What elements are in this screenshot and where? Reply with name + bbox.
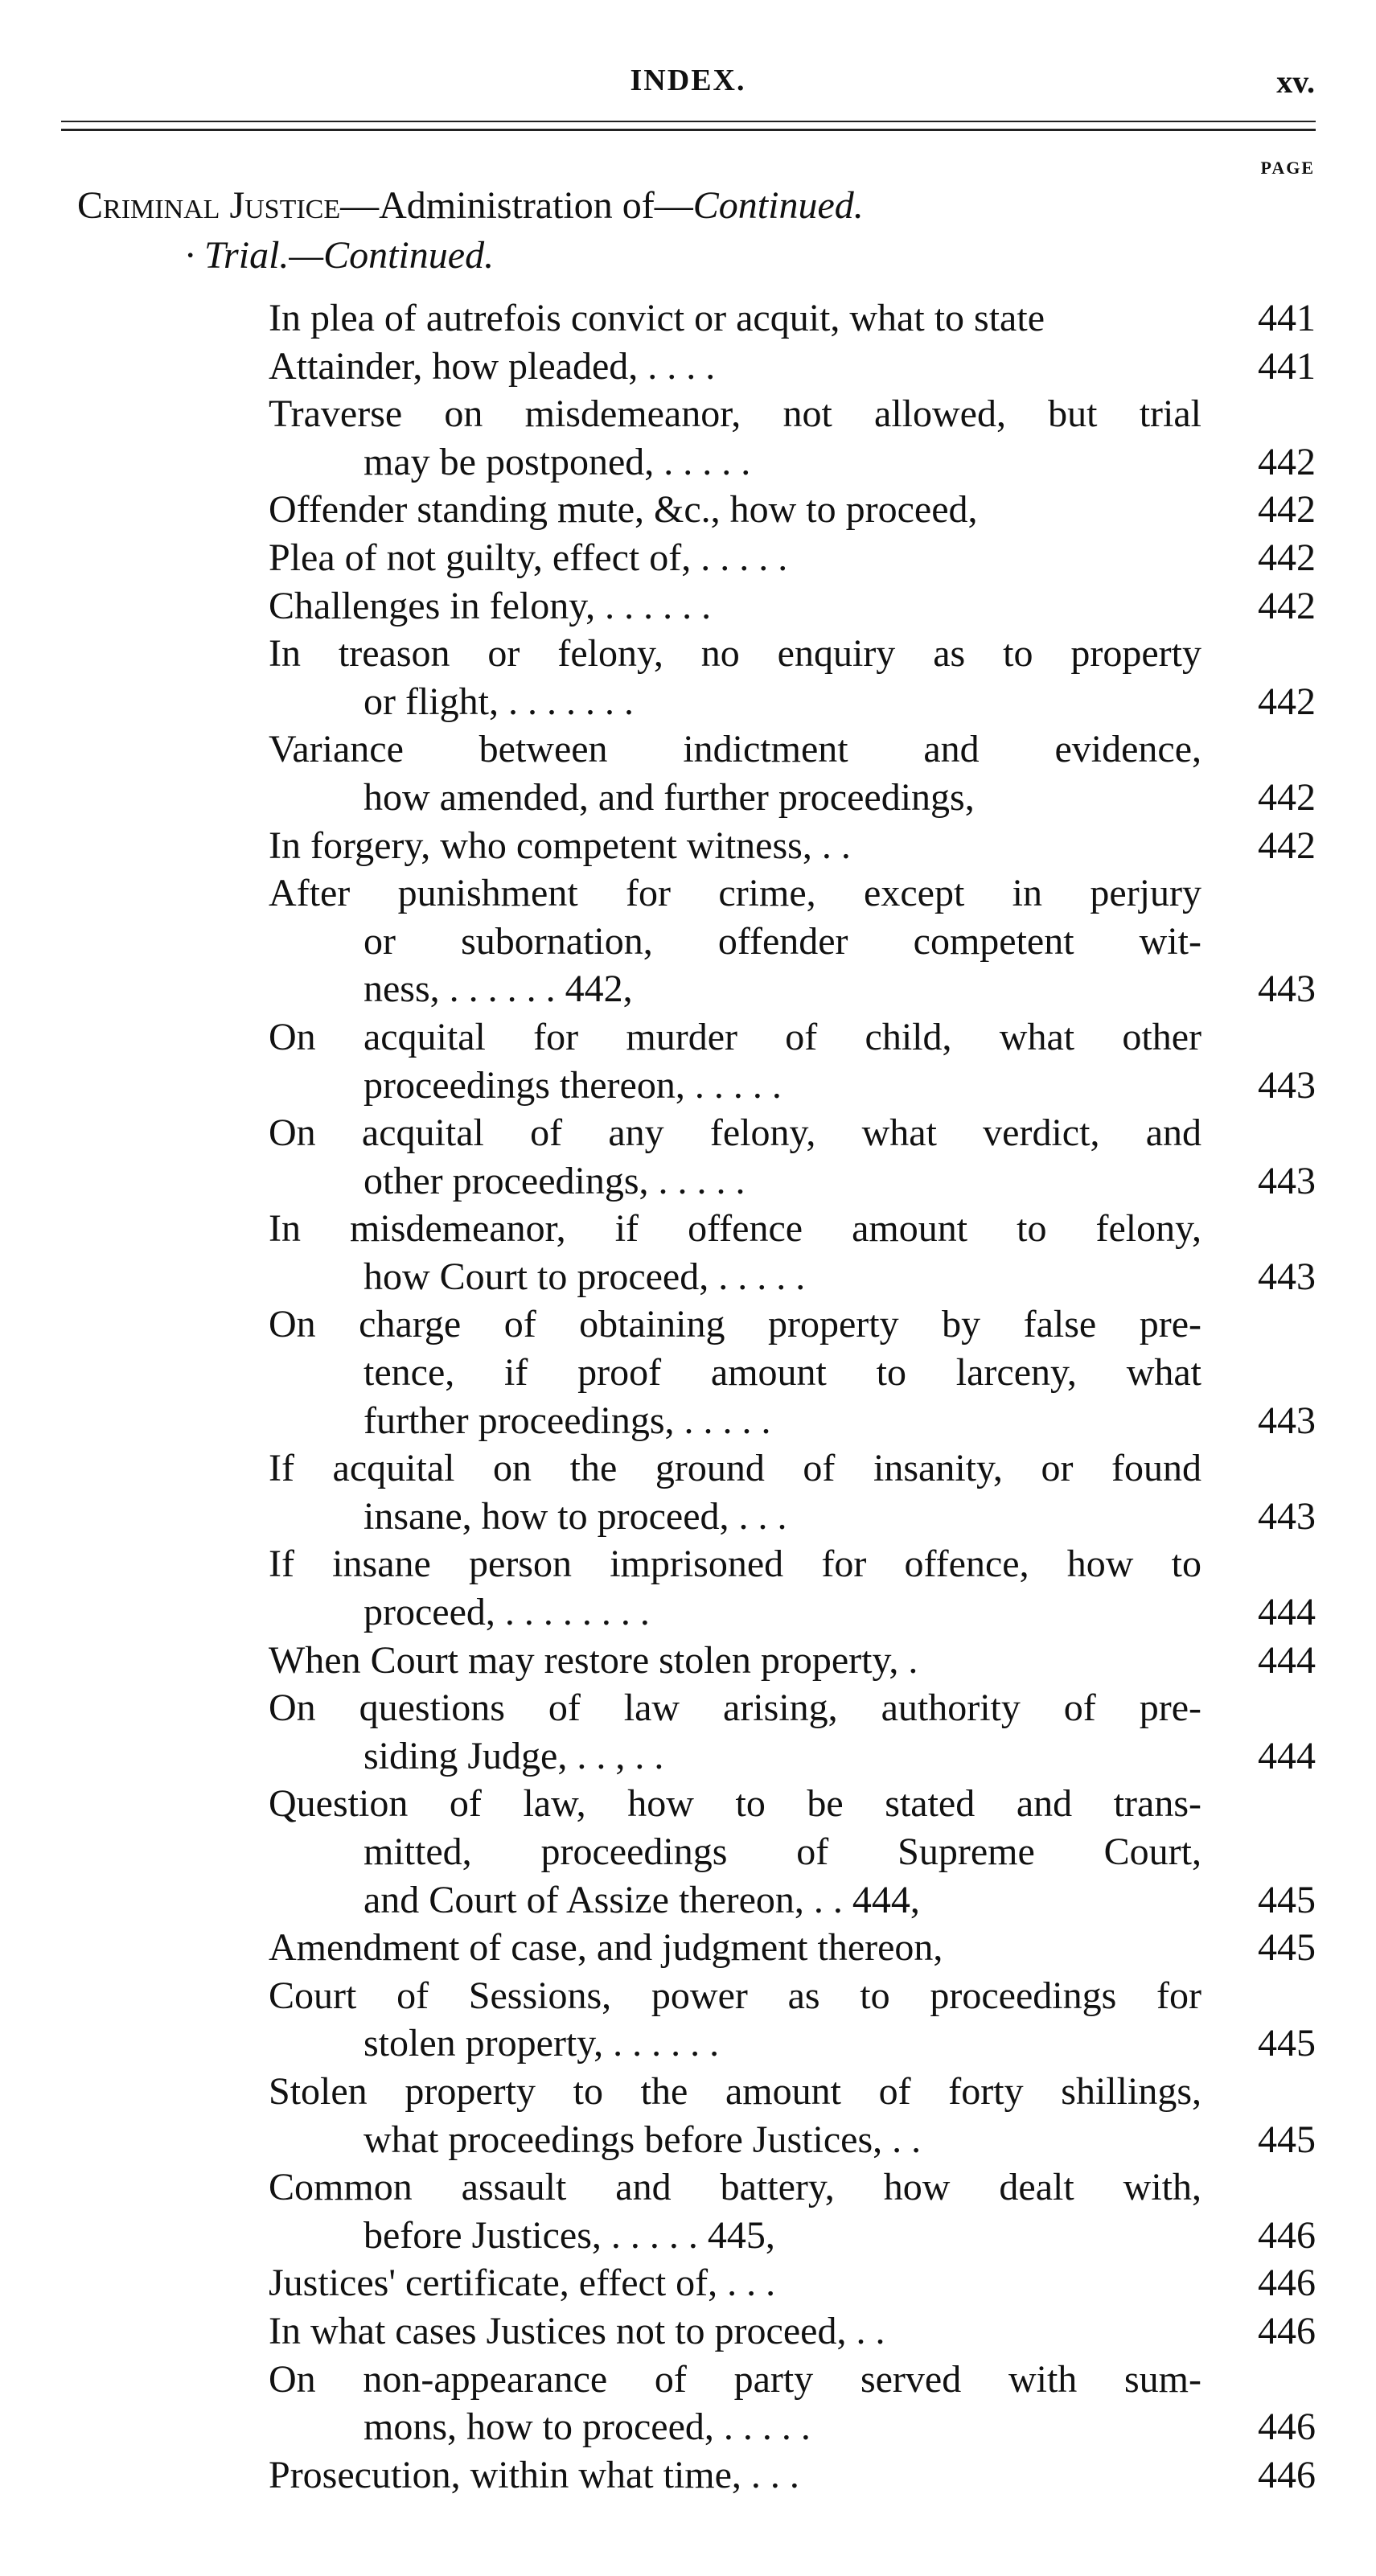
index-entry-line [269,1062,1316,1110]
index-entry [269,390,1316,486]
index-entry-line [269,1876,1316,1925]
index-entry-line [269,1157,1316,1206]
index-entry-text: In treason or felony, no enquiry as to property [269,632,1201,676]
index-entry-line [269,1924,1316,1972]
index-entry [269,1684,1316,1780]
index-entry-text: ness, . . . . . . 442, [364,968,633,1011]
section-title [77,183,864,228]
index-entry-page: 444 [1258,1591,1316,1634]
index-entry [269,2451,1316,2500]
index-entry-line [269,1493,1316,1541]
index-entry-page: 442 [1258,775,1316,819]
index-entry-line [269,725,1316,774]
page-number: xv. [1276,64,1315,100]
index-entry-page: 445 [1258,2022,1316,2065]
index-entry-text: proceed, . . . . . . . . [364,1591,650,1634]
index-entry [269,869,1316,1013]
index-entry [269,1780,1316,1924]
index-entry-text: mons, how to proceed, . . . . . [364,2405,811,2449]
index-entry-page: 442 [1258,824,1316,867]
index-entry-page: 441 [1258,344,1316,388]
index-entry-line [269,1637,1316,1685]
index-entry-text: Stolen property to the amount of forty shillings, [269,2069,1201,2113]
index-entry-line [269,1828,1316,1876]
index-entry-line [269,1205,1316,1253]
index-entry-line [269,774,1316,822]
index-entry [269,534,1316,582]
section-title-main: Criminal Justice [77,184,341,227]
index-entry [269,1972,1316,2068]
index-entry [269,486,1316,534]
index-entry [269,1924,1316,1972]
index-entry-text: In plea of autrefois convict or acquit, what to state [269,297,1045,339]
index-entry-line [269,1972,1316,2020]
index-entry-text: or subornation, offender competent wit- [364,919,1201,963]
index-entry [269,1109,1316,1205]
section-title-rest: —Administration of— [340,184,693,227]
index-entry-line [269,918,1316,966]
index-entry-line [269,2068,1316,2116]
index-entry-line [269,678,1316,726]
section-title-continued: Continued. [692,184,864,227]
index-entry-page: 443 [1258,968,1316,1011]
index-entry-text: proceedings thereon, . . . . . [364,1063,782,1107]
index-entry-text: On non-appearance of party served with sum- [269,2357,1201,2401]
index-entry-line [269,2116,1316,2164]
index-entry-page: 446 [1258,2453,1316,2496]
index-entry-line [269,294,1316,343]
index-entry [269,2307,1316,2356]
index-entry-line [269,1253,1316,1301]
index-entry-text: Common assault and battery, how dealt with, [269,2166,1201,2209]
index-entry-line [269,390,1316,438]
index-entry-page: 442 [1258,440,1316,483]
index-entry-line [269,438,1316,487]
index-entry-text: Plea of not guilty, effect of, . . . . . [269,536,788,579]
index-entry-line [269,2403,1316,2451]
index-entry-text: and Court of Assize thereon, . . 444, [364,1878,920,1921]
index-entry-page: 443 [1258,1255,1316,1298]
index-entry-text: other proceedings, . . . . . [364,1159,746,1202]
index-entry-text: mitted, proceedings of Supreme Court, [364,1830,1201,1873]
index-entry-page: 442 [1258,488,1316,532]
index-entry-text: Court of Sessions, power as to proceedings for [269,1974,1201,2017]
index-entry-line [269,2356,1316,2404]
index-entry-page: 442 [1258,584,1316,627]
index-entry [269,294,1316,343]
index-entry-page: 443 [1258,1399,1316,1442]
running-title: INDEX. [630,64,746,97]
index-entry [269,1205,1316,1300]
index-entry-line [269,965,1316,1013]
index-entry-line [269,630,1316,678]
index-entry-line [269,582,1316,631]
index-entry-line [269,1397,1316,1445]
index-entry-text: further proceedings, . . . . . [364,1399,771,1442]
index-entry-text: Traverse on misdemeanor, not allowed, but trial [269,392,1201,436]
index-entry-text: If insane person imprisoned for offence, how to [269,1543,1201,1586]
index-entry-text: In what cases Justices not to proceed, . . [269,2309,885,2352]
index-entry-text: In misdemeanor, if offence amount to felony, [269,1207,1201,1251]
index-entry-page: 443 [1258,1063,1316,1107]
index-entry-text: On acquital for murder of child, what other [269,1015,1201,1058]
index-entry-page: 445 [1258,1878,1316,1921]
index-entry-page: 445 [1258,1926,1316,1970]
index-entry-line [269,2019,1316,2068]
index-entry-line [269,1780,1316,1828]
index-entry-text: insane, how to proceed, . . . [364,1494,787,1538]
index-entry [269,1637,1316,1685]
index-entry-page: 444 [1258,1734,1316,1777]
index-entry-line [269,1588,1316,1637]
index-entry-page: 446 [1258,2262,1316,2305]
index-entry-line [269,343,1316,391]
index-entry-text: On charge of obtaining property by false pre- [269,1303,1201,1346]
index-entry [269,1444,1316,1540]
index-entry-line [269,1684,1316,1732]
index-entry [269,725,1316,821]
index-entry-text: Justices' certificate, effect of, . . . [269,2262,776,2305]
index-entry [269,343,1316,391]
index-entries [269,294,1316,2499]
page-header [0,63,1376,111]
index-entry-text: how Court to proceed, . . . . . [364,1255,806,1298]
index-entry-line [269,1732,1316,1781]
index-entry-text: before Justices, . . . . . 445, [364,2213,775,2257]
index-entry-line [269,1300,1316,1349]
index-entry-text: how amended, and further proceedings, [364,775,975,819]
index-entry [269,2163,1316,2259]
index-entry-line [269,1444,1316,1493]
index-entry-text: or flight, . . . . . . . [364,680,634,723]
index-entry-text: what proceedings before Justices, . . [364,2118,922,2161]
index-entry [269,2068,1316,2163]
index-entry-text: may be postponed, . . . . . [364,440,751,483]
index-entry-text: Question of law, how to be stated and trans- [269,1782,1201,1826]
subsection-title: · Trial.—Continued. [185,234,495,277]
index-entry-line [269,1109,1316,1157]
index-entry-line [269,534,1316,582]
index-entry [269,1013,1316,1109]
index-entry-page: 445 [1258,2118,1316,2161]
index-entry-text: Variance between indictment and evidence, [269,728,1201,771]
page-column-label: PAGE [1260,158,1315,178]
index-entry-line [269,2307,1316,2356]
index-entry-text: Challenges in felony, . . . . . . [269,584,712,627]
index-entry [269,822,1316,870]
index-entry-text: On acquital of any felony, what verdict, and [269,1111,1201,1155]
index-entry-page: 442 [1258,536,1316,579]
index-entry-page: 443 [1258,1494,1316,1538]
index-entry-line [269,2212,1316,2260]
index-entry-text: Prosecution, within what time, . . . [269,2453,799,2496]
index-entry-text: When Court may restore stolen property, . [269,1638,918,1682]
index-entry [269,2356,1316,2451]
index-entry-page: 444 [1258,1638,1316,1682]
index-entry-text: Amendment of case, and judgment thereon, [269,1926,943,1970]
index-entry-page: 442 [1258,680,1316,723]
index-entry-line [269,2451,1316,2500]
index-entry-line [269,1013,1316,1062]
index-entry-page: 443 [1258,1159,1316,1202]
index-entry-line [269,1540,1316,1588]
index-entry [269,1300,1316,1444]
index-entry [269,2259,1316,2307]
index-entry [269,582,1316,631]
index-entry-text: Attainder, how pleaded, . . . . [269,344,716,388]
index-entry-line [269,2163,1316,2212]
index-entry [269,1540,1316,1636]
index-entry-text: siding Judge, . . , . . [364,1734,664,1777]
index-entry [269,630,1316,725]
index-entry-line [269,486,1316,534]
index-entry-text: After punishment for crime, except in perjury [269,872,1201,915]
index-entry-text: Offender standing mute, &c., how to proceed, [269,488,978,532]
index-entry-line [269,1349,1316,1397]
index-entry-text: On questions of law arising, authority of pre- [269,1687,1201,1730]
index-entry-text: stolen property, . . . . . . [364,2022,720,2065]
index-entry-line [269,2259,1316,2307]
index-entry-text: In forgery, who competent witness, . . [269,824,851,867]
index-entry-page: 446 [1258,2309,1316,2352]
index-entry-page: 441 [1258,297,1316,339]
index-entry-page: 446 [1258,2213,1316,2257]
index-entry-line [269,869,1316,918]
index-entry-text: If acquital on the ground of insanity, or found [269,1447,1201,1490]
index-entry-line [269,822,1316,870]
index-entry-page: 446 [1258,2405,1316,2449]
index-entry-text: tence, if proof amount to larceny, what [364,1351,1201,1395]
header-rule-thin [61,121,1316,122]
header-rule-thick [61,129,1316,131]
